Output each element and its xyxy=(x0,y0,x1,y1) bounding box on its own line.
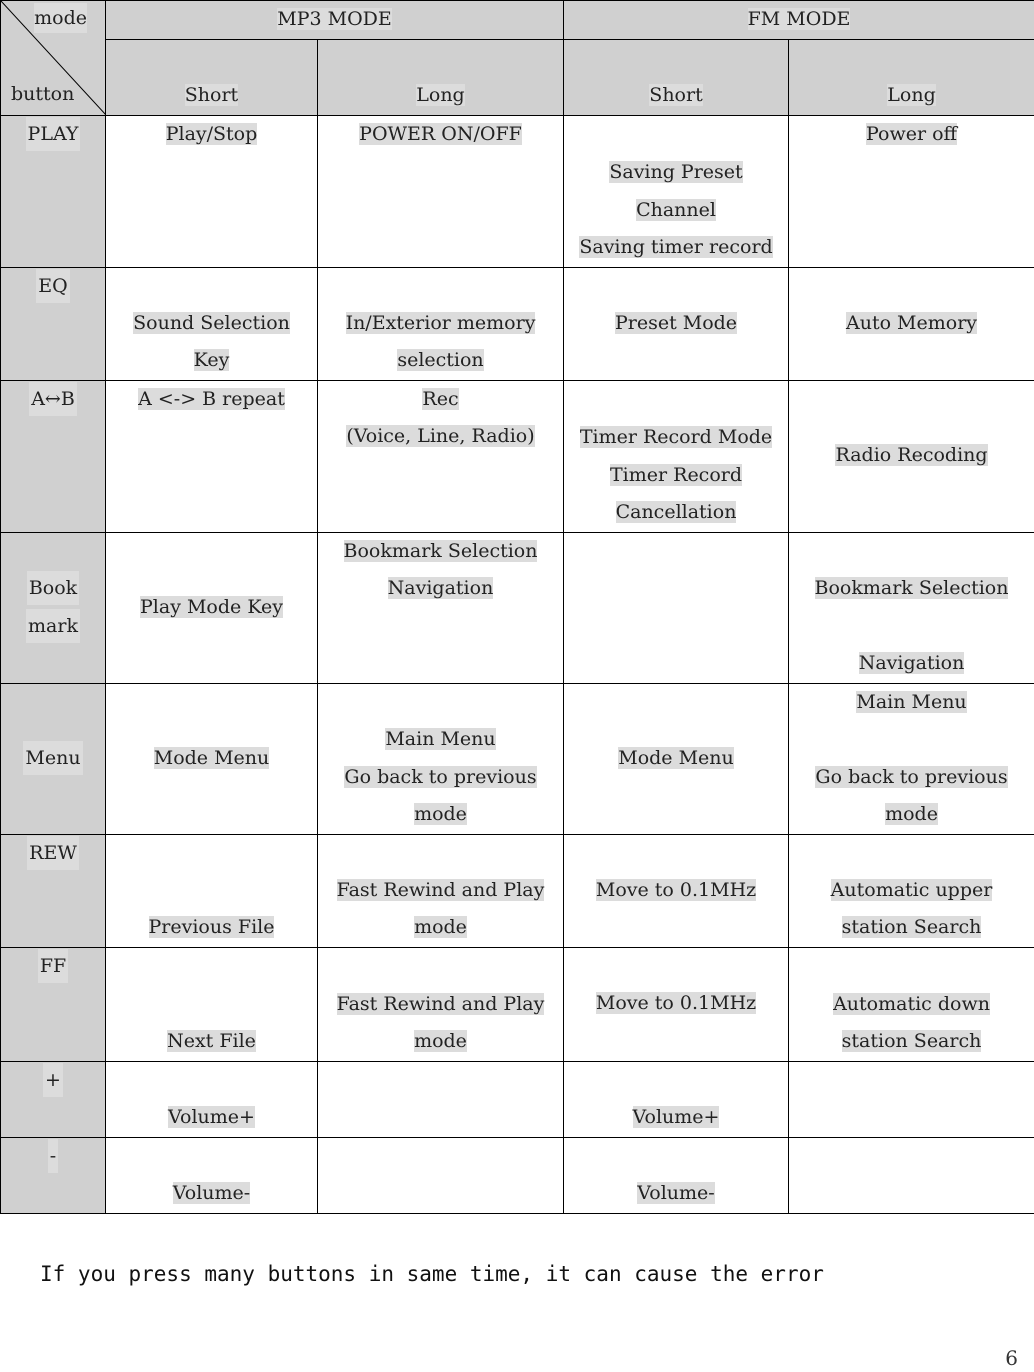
fm-short-cell xyxy=(564,532,789,683)
cell-text: Play/Stop xyxy=(165,122,258,145)
fm-long-cell xyxy=(789,947,1034,1061)
fm-short-cell xyxy=(564,834,789,947)
button-label: FF xyxy=(38,949,68,983)
mp3-long-cell xyxy=(318,834,564,947)
cell-text: Rec xyxy=(422,387,459,410)
cell-text: station Search xyxy=(841,916,982,938)
mp3-long-cell xyxy=(318,1061,564,1137)
cell-text: Go back to previous xyxy=(344,765,537,788)
page-number: 6 xyxy=(1005,1346,1018,1370)
mp3-long-cell xyxy=(318,380,564,532)
cell-text: Main Menu xyxy=(385,728,496,750)
fm-short-cell xyxy=(564,1137,789,1213)
mp3-short-cell xyxy=(106,947,318,1061)
mp3-long-cell xyxy=(318,1137,564,1213)
button-label: PLAY xyxy=(26,117,81,151)
mp3-short-cell xyxy=(106,380,318,532)
cell-text: mode xyxy=(885,803,938,825)
mp3-short-cell xyxy=(106,683,318,834)
mp3-short-cell xyxy=(106,267,318,380)
cell-text: Navigation xyxy=(387,577,494,599)
cell-text: Bookmark Selection xyxy=(814,577,1009,599)
cell-text: Volume- xyxy=(637,1182,715,1204)
warning-note: If you press many buttons in same time, it can cause the error xyxy=(40,1262,824,1286)
table-row xyxy=(1,267,1034,380)
mp3-long-cell xyxy=(318,115,564,267)
button-label: A↔B xyxy=(29,382,77,416)
button-name-cell xyxy=(1,1137,106,1213)
corner-mode-label: mode xyxy=(34,3,87,33)
cell-text: Fast Rewind and Play xyxy=(336,992,545,1015)
button-name-cell xyxy=(1,532,106,683)
cell-text: Bookmark Selection xyxy=(343,539,538,562)
button-name-cell xyxy=(1,947,106,1061)
cell-text: Sound Selection xyxy=(133,311,290,334)
fm-short-cell xyxy=(564,947,789,1061)
button-label: - xyxy=(48,1139,58,1173)
fm-long-cell xyxy=(789,532,1034,683)
mp3-short-cell xyxy=(106,532,318,683)
cell-text: Timer Record Mode xyxy=(579,426,773,448)
cell-text: Volume- xyxy=(172,1182,251,1204)
table-row xyxy=(1,683,1034,834)
table-row xyxy=(1,115,1034,267)
corner-button-label: button xyxy=(11,82,75,105)
fm-short-cell xyxy=(564,115,789,267)
table-row xyxy=(1,380,1034,532)
cell-text: Move to 0.1MHz xyxy=(595,992,757,1015)
cell-text: mode xyxy=(414,916,467,938)
fm-long-cell xyxy=(789,683,1034,834)
button-name-cell xyxy=(1,683,106,834)
mp3-long-cell xyxy=(318,683,564,834)
cell-text: POWER ON/OFF xyxy=(359,122,522,145)
fm-long-cell xyxy=(789,115,1034,267)
cell-text: Channel xyxy=(636,198,716,221)
cell-text: Automatic upper xyxy=(830,878,993,901)
mp3-short-cell xyxy=(106,1137,318,1213)
fm-long-cell xyxy=(789,267,1034,380)
mp3-mode-header: MP3 MODE xyxy=(106,1,564,40)
fm-long-cell xyxy=(789,1137,1034,1213)
cell-text: Move to 0.1MHz xyxy=(595,878,757,901)
corner-header xyxy=(1,1,106,116)
table-row xyxy=(1,947,1034,1061)
mp3-short-header: Short xyxy=(106,39,318,115)
table-row xyxy=(1,532,1034,683)
mp3-short-cell xyxy=(106,115,318,267)
cell-text: Power off xyxy=(866,122,958,145)
button-name-cell xyxy=(1,115,106,267)
button-label: Book xyxy=(27,571,79,605)
table-row xyxy=(1,1061,1034,1137)
cell-text: mode xyxy=(414,803,467,825)
cell-text: Preset Mode xyxy=(614,311,738,334)
button-label: Menu xyxy=(23,741,82,775)
mp3-long-cell xyxy=(318,947,564,1061)
cell-text: In/Exterior memory xyxy=(345,311,536,334)
fm-short-cell xyxy=(564,380,789,532)
mp3-long-cell xyxy=(318,267,564,380)
cell-text: Cancellation xyxy=(615,501,737,523)
cell-text: Saving timer record xyxy=(579,236,773,258)
cell-text: selection xyxy=(397,349,484,371)
mp3-long-header: Long xyxy=(318,39,564,115)
cell-text: (Voice, Line, Radio) xyxy=(346,425,535,447)
fm-long-header: Long xyxy=(789,39,1034,115)
fm-long-cell xyxy=(789,380,1034,532)
cell-text: Next File xyxy=(167,1030,256,1052)
cell-text: Mode Menu xyxy=(153,746,270,769)
cell-text: Volume+ xyxy=(632,1106,720,1128)
mp3-short-cell xyxy=(106,834,318,947)
button-label: REW xyxy=(27,836,79,870)
mp3-long-cell xyxy=(318,532,564,683)
cell-text: Auto Memory xyxy=(845,311,978,334)
fm-short-cell xyxy=(564,1061,789,1137)
mp3-short-cell xyxy=(106,1061,318,1137)
cell-text: Navigation xyxy=(858,652,965,674)
cell-text: Play Mode Key xyxy=(140,595,283,618)
cell-text: Saving Preset xyxy=(609,161,743,183)
fm-short-header: Short xyxy=(564,39,789,115)
cell-text: A <-> B repeat xyxy=(138,387,285,410)
button-name-cell xyxy=(1,834,106,947)
cell-text: Go back to previous xyxy=(815,765,1008,788)
cell-text: Key xyxy=(193,349,230,371)
cell-text: Main Menu xyxy=(856,690,967,713)
button-label: EQ xyxy=(36,269,69,303)
fm-short-cell xyxy=(564,267,789,380)
cell-text: Fast Rewind and Play xyxy=(336,878,545,901)
button-name-cell xyxy=(1,1061,106,1137)
fm-mode-header: FM MODE xyxy=(564,1,1034,40)
fm-long-cell xyxy=(789,1061,1034,1137)
table-row xyxy=(1,1137,1034,1213)
button-label: + xyxy=(43,1063,63,1097)
cell-text: Mode Menu xyxy=(618,746,734,769)
table-row xyxy=(1,834,1034,947)
cell-text: Volume+ xyxy=(168,1106,255,1128)
button-name-cell xyxy=(1,380,106,532)
button-label: mark xyxy=(26,609,80,643)
cell-text: mode xyxy=(414,1030,467,1052)
cell-text: Previous File xyxy=(148,916,275,938)
button-name-cell xyxy=(1,267,106,380)
cell-text: Radio Recoding xyxy=(835,444,988,467)
fm-short-cell xyxy=(564,683,789,834)
fm-long-cell xyxy=(789,834,1034,947)
cell-text: station Search xyxy=(841,1030,982,1052)
cell-text: Timer Record xyxy=(610,463,743,486)
cell-text: Automatic down xyxy=(833,992,990,1015)
